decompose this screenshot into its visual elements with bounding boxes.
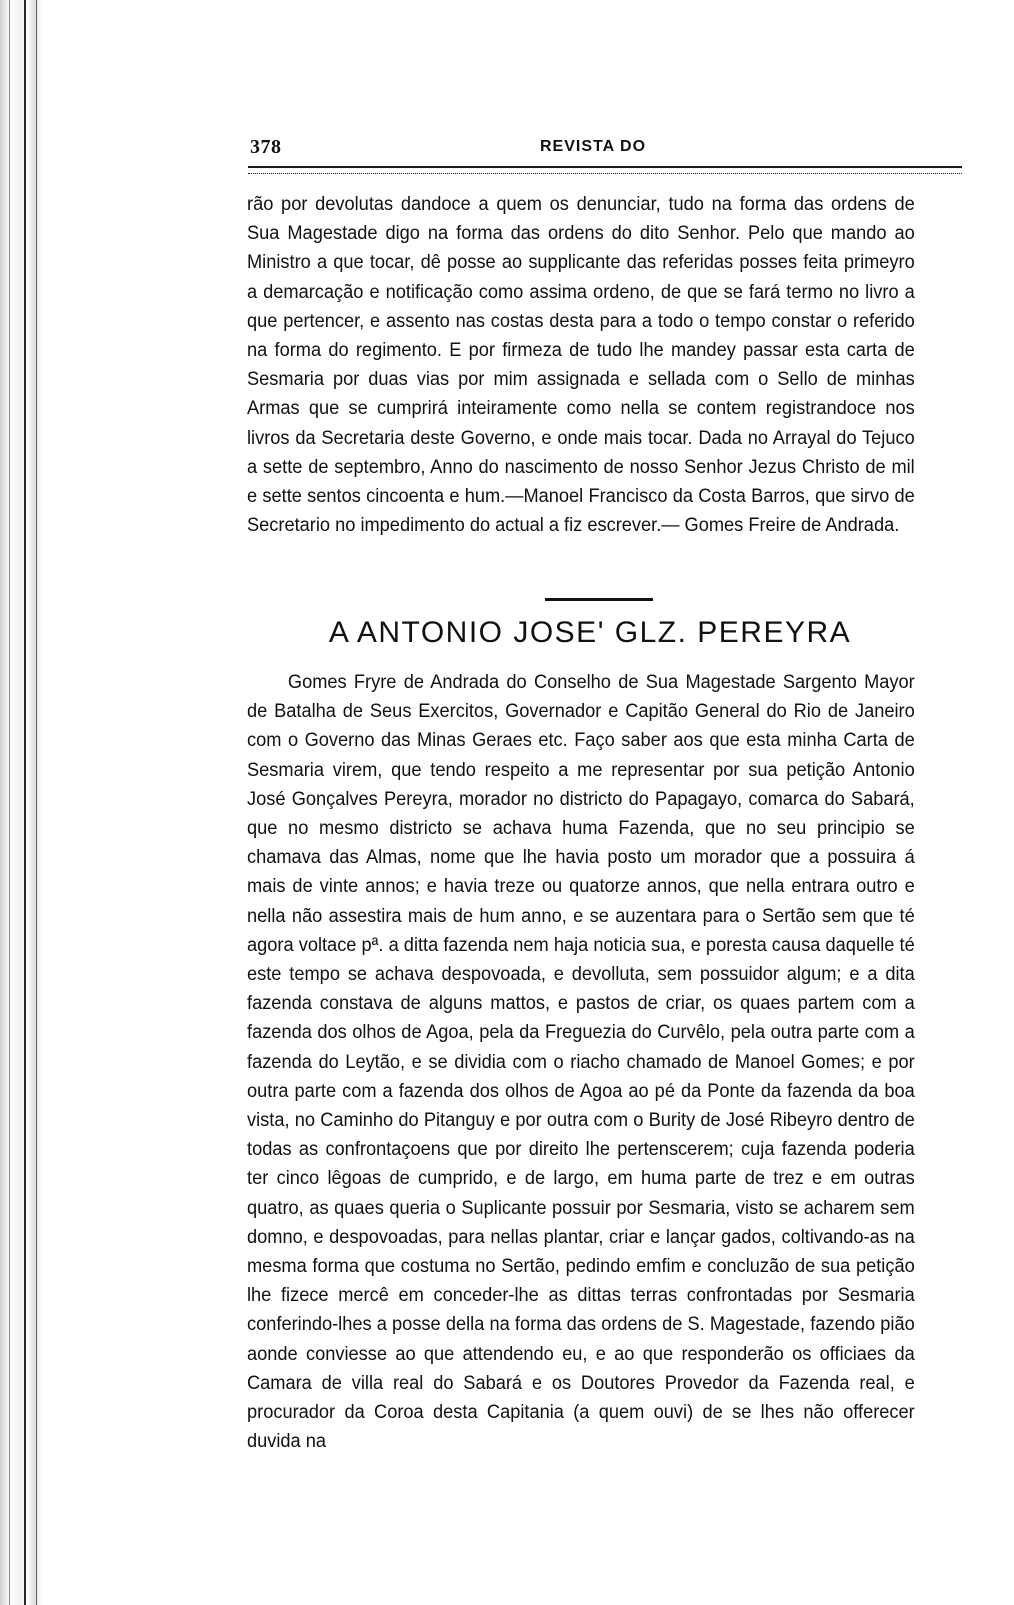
page-gutter — [0, 0, 42, 1605]
running-head: REVISTA DO — [540, 138, 647, 155]
gutter-edge-line — [36, 0, 37, 1605]
header-rule — [248, 166, 962, 174]
gutter-edge-line — [9, 0, 10, 1605]
page-number: 378 — [250, 136, 282, 158]
paragraph: Gomes Fryre de Andrada do Conselho de Sua Magestade Sargento Mayor de Batalha de Seus Exercitos, Governador e Capitão General do Rio de Janeiro com o Governo das Minas Geraes etc. Faço saber aos que esta minha Carta de Sesmaria virem, que tendo respeito a me representar por sua petição Antonio José Gonçalves Pereyra, morador no districto do Papagayo, comarca do Sabará, que no mesmo districto se achava huma Fazenda, que no seu principio se chamava das Almas, nome que lhe havia posto um morador que a possuira á mais de vinte annos; e havia treze ou quatorze annos, que nella entrara outro e nella não assestira mais de hum anno, e se auzentara para o Sertão sem que té agora voltace pª. a ditta fazenda nem haja noticia sua, e poresta causa daquelle té este tempo se achava despovoada, e devolluta, sem possuidor algum; e a dita fazenda constava de alguns mattos, e pastos de criar, os quaes partem com a fazenda dos olhos de Agoa, pela da Freguezia do Curvêlo, pela outra parte com a fazenda do Leytão, e se dividia com o riacho chamado de Manoel Gomes; e por outra parte com a fazenda dos olhos de Agoa ao pé da Ponte da fazenda da boa vista, no Caminho do Pitanguy e por outra com o Burity de José Ribeyro dentro de todas as confrontaçoens que por direito lhe pertenscerem; cuja fazenda poderia ter cinco lêgoas de cumprido, e de largo, em huma parte de trez e em outras quatro, as quaes queria o Suplicante possuir por Sesmaria, visto se acharem sem domno, e despovoadas, para nellas plantar, criar e lançar gados, coltivando-as na mesma forma que costuma no Sertão, pedindo emfim e concluzão de sua petição lhe fizece mercê em conceder-lhe as dittas terras confrontadas por Sesmaria conferindo-lhes a posse della na forma das ordens de S. Magestade, fazendo pião aonde conviesse ao que attendendo eu, e ao que responderão os officiaes da Camara de villa real do Sabará e os Doutores Provedor da Fazenda real, e procurador da Coroa desta Capitania (a quem ouvi) de se lhes não offerecer duvida na — [247, 671, 915, 1453]
paragraph: rão por devolutas dandoce a quem os denunciar, tudo na forma das ordens de Sua Magestade digo na forma das ordens do dito Senhor. Pelo que mando ao Ministro a que tocar, dê posse ao supplicante das referidas posses feita primeyro a demarcação e notificação como assima ordeno, de que se fará termo no livro a que pertencer, e assento nas costas desta para a todo o tempo constar o referido na forma do regimento. E por firmeza de tudo lhe mandey passar esta carta de Sesmaria por duas vias por mim assignada e sellada com o Sello de minhas Armas que se cumprirá inteiramente como nella se contem registrandoce nos livros da Secretaria deste Governo, e onde mais tocar. Dada no Arrayal do Tejuco a sette de septembro, Anno do nascimento de nosso Senhor Jezus Christo de mil e sette sentos cincoenta e hum.—Manoel Francisco da Costa Barros, que sirvo de Secretario no impedimento do actual a fiz escrever.— Gomes Freire de Andrada. — [247, 193, 915, 537]
section-divider — [545, 598, 653, 601]
section-title: A ANTONIO JOSE' GLZ. PEREYRA — [328, 616, 852, 649]
body-text-continuation — [247, 190, 915, 540]
gutter-edge-line — [24, 0, 26, 1605]
page-header — [248, 136, 960, 162]
body-text-section — [247, 668, 915, 1456]
